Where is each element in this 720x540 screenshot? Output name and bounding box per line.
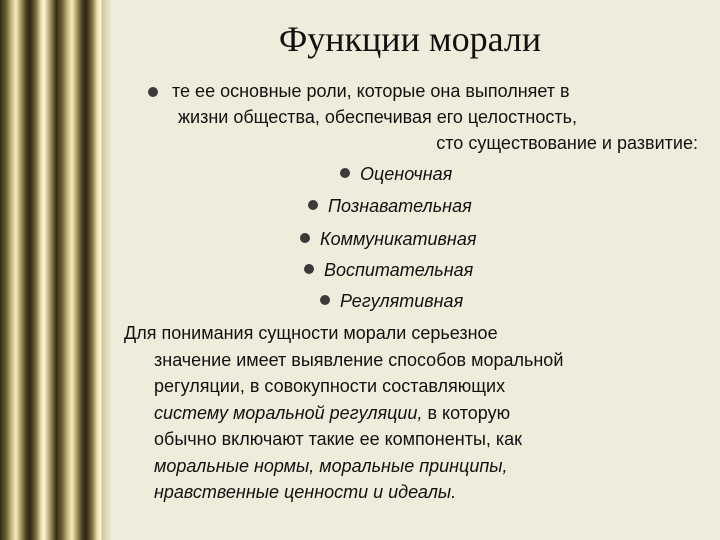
bullet-icon xyxy=(340,168,350,178)
bullet-icon xyxy=(320,295,330,305)
function-label: Коммуникативная xyxy=(320,229,477,249)
slide-title: Функции морали xyxy=(278,19,542,59)
function-item xyxy=(300,226,476,252)
function-item xyxy=(308,193,472,219)
bullet-icon xyxy=(300,233,310,243)
intro-line-1: те ее основные роли, которые она выполняет в xyxy=(172,81,570,101)
function-label: Оценочная xyxy=(360,164,453,184)
function-item xyxy=(304,257,473,283)
paragraph-line-3: регуляции, в совокупности составляющих xyxy=(154,376,506,396)
paragraph-line-5: обычно включают такие ее компоненты, как xyxy=(154,429,523,449)
decorative-gold-frame xyxy=(0,0,112,540)
body-paragraph xyxy=(124,320,714,506)
paragraph-line-2: значение имеет выявление способов моральной xyxy=(154,349,564,370)
bullet-icon xyxy=(304,264,314,274)
function-item xyxy=(320,288,463,314)
paragraph-line-4 xyxy=(124,400,714,427)
function-item xyxy=(340,161,452,187)
emphasis-text: систему моральной регуляции, xyxy=(154,402,423,423)
paragraph-line-7: нравственные ценности и идеалы. xyxy=(154,482,457,502)
intro-line-3: сто существование и развитие: xyxy=(436,133,698,153)
paragraph-line-1: Для понимания сущности морали серьезное xyxy=(124,323,498,343)
intro-line-2: жизни общества, обеспечивая его целостность, xyxy=(178,107,577,127)
bullet-icon xyxy=(308,200,318,210)
function-label: Познавательная xyxy=(328,196,472,216)
paragraph-text: в которую xyxy=(422,402,511,423)
function-label: Регулятивная xyxy=(340,291,464,311)
paragraph-line-6: моральные нормы, моральные принципы, xyxy=(154,455,508,476)
bullet-icon xyxy=(148,87,158,97)
function-label: Воспитательная xyxy=(324,260,474,280)
